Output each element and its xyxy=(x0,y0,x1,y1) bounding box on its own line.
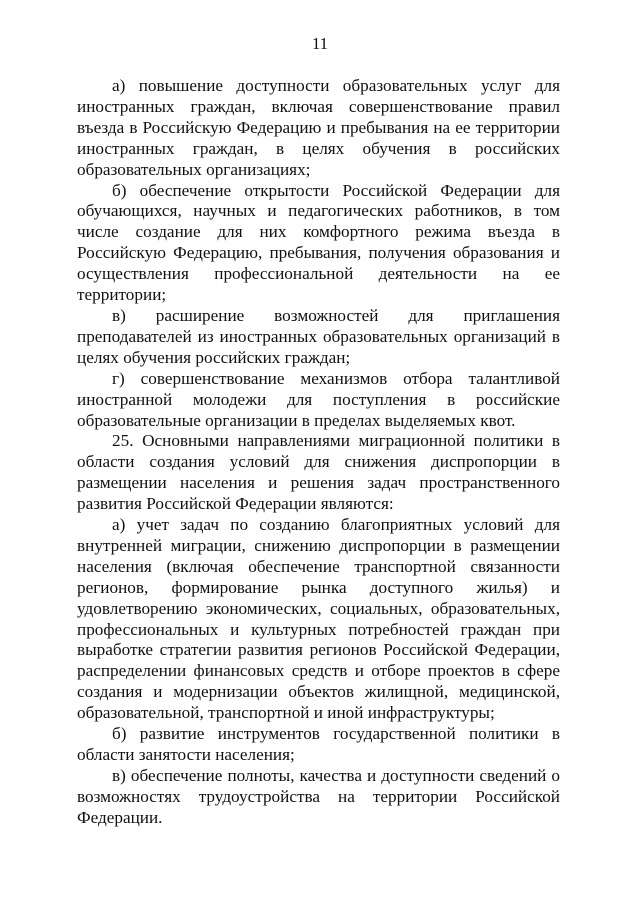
paragraph-g-youth-selection: г) совершенствование механизмов отбора талантливой иностранной молодежи для поступления в российские образовательные организации в пределах выделяемых квот. xyxy=(77,368,560,430)
page-number: 11 xyxy=(311,34,329,53)
paragraph-a-internal-migration: а) учет задач по созданию благоприятных условий для внутренней миграции, снижению диспропорции в размещении населения (включая обеспечение транспортной связанности регионов, формирование рынка доступного жилья) и удовлетворению экономических, социальных, образовательных, профессиональных и культурных потребностей граждан при выработке стратегии развития регионов Российской Федерации, распределении финансовых средств и отборе проектов в сфере создания и модернизации объектов жилищной, медицинской, образовательной, транспортной и иной инфраструктуры; xyxy=(77,515,560,723)
paragraph-25-migration-policy: 25. Основными направлениями миграционной политики в области создания условий для снижения диспропорции в размещении населения и решения задач пространственного развития Российской Федерации являются: xyxy=(77,431,560,514)
document-body xyxy=(77,76,560,829)
paragraph-b-openness: б) обеспечение открытости Российской Федерации для обучающихся, научных и педагогических работников, в том числе создание для них комфортного режима въезда в Российскую Федерацию, пребывания, получения образования и осуществления профессиональной деятельности на ее территории; xyxy=(77,180,560,305)
paragraph-b-employment-tools: б) развитие инструментов государственной политики в области занятости населения; xyxy=(77,724,560,764)
paragraph-a-education-access: а) повышение доступности образовательных услуг для иностранных граждан, включая совершенствование правил въезда в Российскую Федерацию и пребывания на ее территории иностранных граждан, в целях обучения в российских образовательных организациях; xyxy=(77,76,560,179)
paragraph-v-employment-info: в) обеспечение полноты, качества и доступности сведений о возможностях трудоустройства на территории Российской Федерации. xyxy=(77,765,560,827)
paragraph-v-teachers: в) расширение возможностей для приглашения преподавателей из иностранных образовательных организаций в целях обучения российских граждан; xyxy=(77,305,560,367)
